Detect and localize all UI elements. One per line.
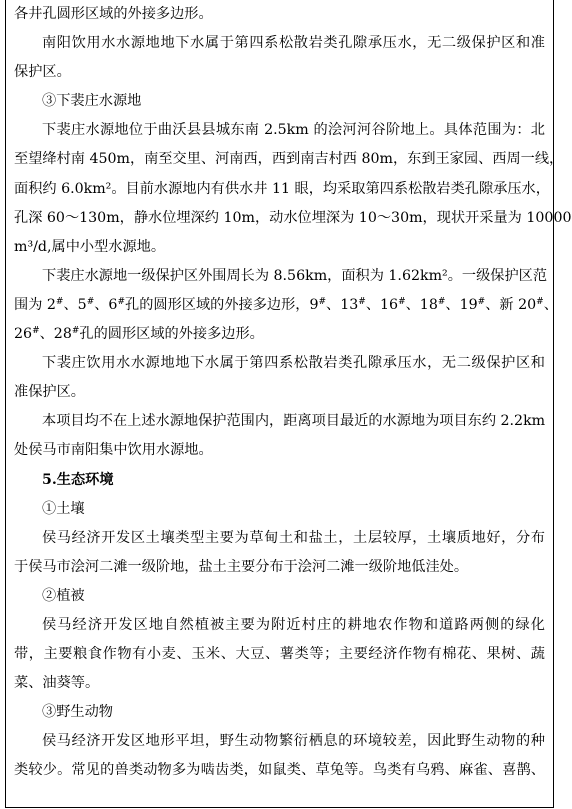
text-line: 菜、油葵等。 <box>14 675 100 692</box>
text-line: 准保护区。 <box>14 384 85 401</box>
text-line: 面积约 6.0km²。目前水源地内有供水井 11 眼，均采取第四系松散岩类孔隙承压水， <box>14 180 550 197</box>
text-line: 下裴庄水源地位于曲沃县县城东南 2.5km 的浍河河谷阶地上。具体范围为：北 <box>42 122 545 139</box>
text-line: 下裴庄饮用水水源地地下水属于第四系松散岩类孔隙承压水，无二级保护区和 <box>42 355 545 372</box>
subheading-wildlife: ③野生动物 <box>42 704 113 721</box>
text-line: 围为 2#、5#、6#孔的圆形区域的外接多边形，9#、13#、16#、18#、19#、新 20#、 <box>14 296 558 313</box>
text-line: 处侯马市南阳集中饮用水源地。 <box>14 442 213 459</box>
text-line: m³/d,属中小型水源地。 <box>14 238 166 255</box>
text-line: 保护区。 <box>14 64 71 81</box>
text-line: 至望绛村南 450m，南至交里、河南西，西到南吉村西 80m，东到王家园、西周一线， <box>14 151 564 168</box>
text-line: 带，主要粮食作物有小麦、玉米、大豆、薯类等；主要经济作物有棉花、果树、蔬 <box>14 646 545 663</box>
document-body <box>14 0 572 786</box>
text-line: 侯马经济开发区地形平坦，野生动物繁衍栖息的环境较差，因此野生动物的种 <box>42 733 545 750</box>
text-line: 孔深 60～130m，静水位埋深约 10m，动水位埋深为 10～30m，现状开采量为 10000 <box>14 209 572 226</box>
text-line: 下裴庄水源地一级保护区外围周长为 8.56km，面积为 1.62km²。一级保护区范 <box>42 267 548 284</box>
subheading-vegetation: ②植被 <box>42 587 85 604</box>
subheading-soil: ①土壤 <box>42 500 85 517</box>
text-line: 南阳饮用水水源地地下水属于第四系松散岩类孔隙承压水，无二级保护区和准 <box>42 35 545 52</box>
section-heading-ecology: 5.生态环境 <box>42 471 114 488</box>
text-line: 侯马经济开发区地自然植被主要为附近村庄的耕地农作物和道路两侧的绿化 <box>42 616 545 633</box>
text-line: 26#、28#孔的圆形区域的外接多边形。 <box>14 326 264 343</box>
text-line: 类较少。常见的兽类动物多为啮齿类，如鼠类、草兔等。鸟类有乌鸦、麻雀、喜鹊、 <box>14 762 545 779</box>
text-line: 各井孔圆形区域的外接多边形。 <box>14 6 213 22</box>
text-line: 侯马经济开发区土壤类型主要为草甸土和盐土，土层较厚，土壤质地好，分布 <box>42 529 545 546</box>
text-line: 于侯马市浍河二滩一级阶地，盐土主要分布于浍河二滩一级阶地低洼处。 <box>14 558 469 575</box>
text-line: 本项目均不在上述水源地保护范围内，距离项目最近的水源地为项目东约 2.2km <box>42 413 546 430</box>
subheading-xiapeizhuang: ③下裴庄水源地 <box>42 93 142 110</box>
